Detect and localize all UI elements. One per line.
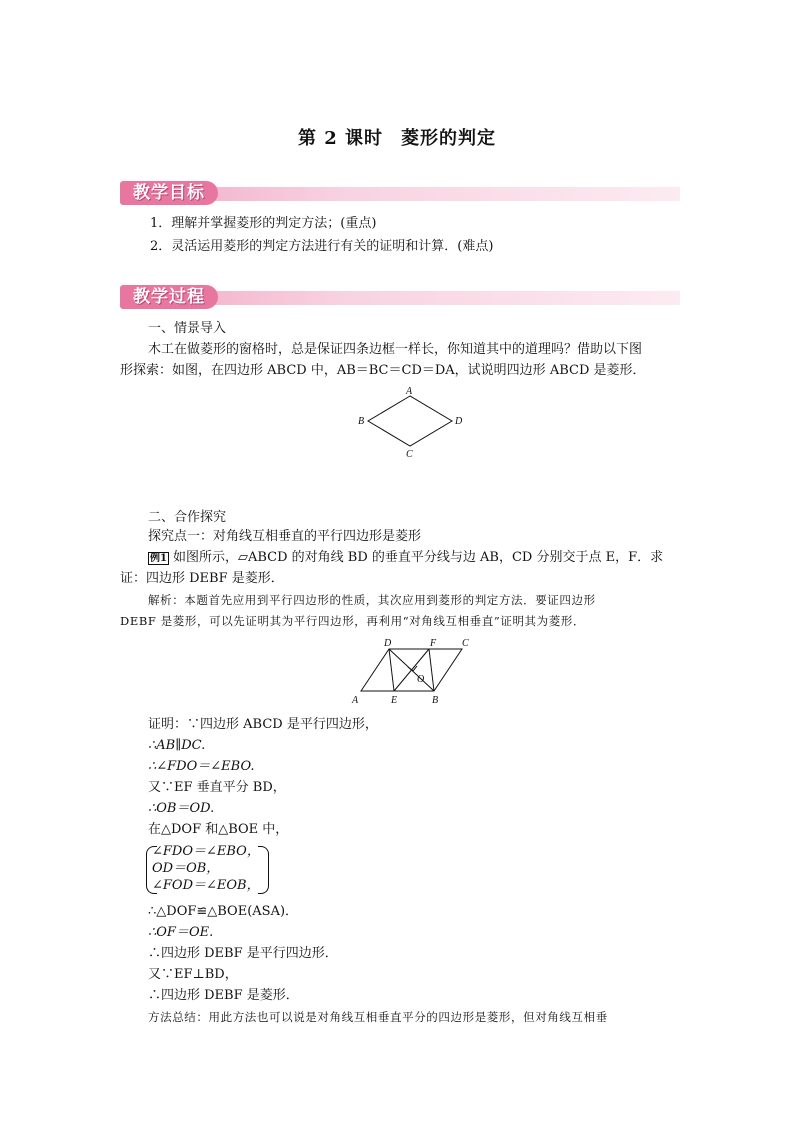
process-banner — [120, 285, 680, 309]
label-a: A — [352, 695, 359, 706]
intro-line-1: 木工在做菱形的窗格时，总是保证四条边框一样长，你知道其中的道理吗？借助以下图 — [148, 342, 643, 357]
analysis-line-2: DEBF 是菱形，可以先证明其为平行四边形，再利用“对角线互相垂直”证明其为菱形． — [120, 614, 586, 628]
label-b: B — [432, 695, 439, 706]
system-line-3: ∠FOD＝∠EOB， — [152, 878, 260, 893]
proof-line-4: 又∵EF 垂直平分 BD， — [148, 780, 286, 795]
page-title — [0, 124, 794, 150]
proof-line-9: ∴四边形 DEBF 是平行四边形． — [148, 946, 338, 961]
segment-de — [389, 649, 394, 691]
goal-item-1: 1．理解并掌握菱形的判定方法；(重点) — [150, 216, 377, 231]
rhombus-figure — [350, 384, 470, 462]
example-line-1 — [148, 549, 663, 567]
label-c: C — [406, 449, 413, 460]
rhombus-shape — [368, 396, 452, 446]
intro-heading: 一、情景导入 — [148, 321, 227, 336]
lesson-topic: 菱形的判定 — [401, 128, 497, 149]
label-f: F — [430, 638, 437, 649]
example-badge: 例1 — [150, 553, 167, 564]
label-d: D — [455, 416, 463, 427]
proof-line-11: ∴四边形 DEBF 是菱形． — [148, 988, 299, 1003]
system-line-2: OD＝OB， — [152, 861, 220, 876]
proof-line-2: ∴AB∥DC. — [148, 738, 206, 753]
goal-item-2: 2．灵活运用菱形的判定方法进行有关的证明和计算．(难点) — [150, 239, 494, 254]
proof-line-6: 在△DOF 和△BOE 中， — [148, 822, 289, 837]
label-a: A — [406, 386, 413, 397]
process-banner-label: 教学过程 — [120, 285, 218, 309]
proof-line-10: 又∵EF⊥BD， — [148, 967, 238, 982]
label-b: B — [358, 416, 365, 427]
label-o: O — [417, 674, 425, 685]
label-c: C — [462, 638, 469, 649]
intro-line-2: 形探索：如图，在四边形 ABCD 中，AB＝BC＝CD＝DA，试说明四边形 ABCD 是菱形． — [120, 363, 646, 378]
label-d: D — [384, 638, 392, 649]
segment-fb — [429, 649, 434, 691]
lesson-number: 第 2 课时 — [297, 128, 384, 149]
goals-banner-label: 教学目标 — [120, 181, 218, 205]
proof-line-1: 证明：∵四边形 ABCD 是平行四边形， — [148, 717, 378, 732]
analysis-line-1: 解析：本题首先应用到平行四边形的性质，其次应用到菱形的判定方法．要证四边形 — [148, 593, 596, 607]
goals-banner — [120, 181, 680, 205]
example-text-1: 如图所示，▱ABCD 的对角线 BD 的垂直平分线与边 AB，CD 分别交于点 E，F．求 — [172, 550, 664, 565]
proof-line-5: ∴OB＝OD. — [148, 801, 215, 816]
method-summary: 方法总结：用此方法也可以说是对角线互相垂直平分的四边形是菱形，但对角线互相垂 — [148, 1010, 608, 1024]
proof-line-7: ∴△DOF≌△BOE(ASA)． — [148, 904, 299, 919]
parallelogram-figure — [346, 634, 476, 708]
proof-line-8: ∴OF＝OE. — [148, 925, 214, 940]
explore-heading: 二、合作探究 — [148, 510, 227, 525]
label-e: E — [391, 695, 398, 706]
system-line-1: ∠FDO＝∠EBO， — [152, 844, 260, 859]
explore-point: 探究点一：对角线互相垂直的平行四边形是菱形 — [148, 529, 422, 544]
example-line-2: 证：四边形 DEBF 是菱形． — [120, 571, 284, 586]
proof-line-3: ∴∠FDO＝∠EBO. — [148, 759, 255, 774]
